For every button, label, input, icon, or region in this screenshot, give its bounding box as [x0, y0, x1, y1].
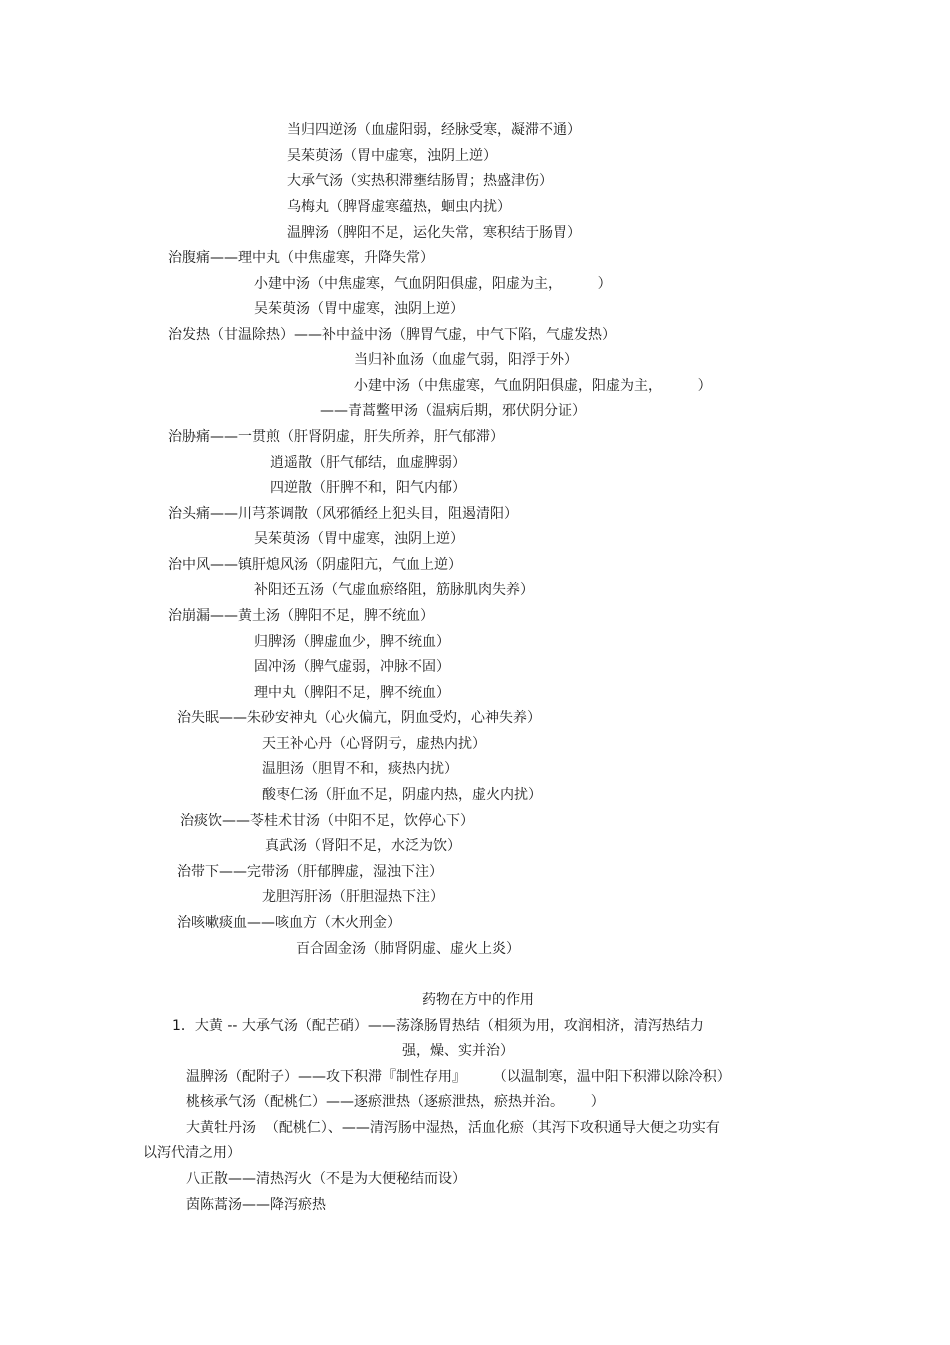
category-line: 治胁痛——一贯煎（肝肾阴虚，肝失所养，肝气郁滞） — [168, 429, 504, 445]
category-line: 治中风——镇肝熄风汤（阴虚阳亢，气血上逆） — [168, 557, 462, 573]
remedy-line: 百合固金汤（肺肾阴虚、虚火上炎） — [296, 941, 520, 957]
category-line: 治带下——完带汤（肝郁脾虚，湿浊下注） — [177, 864, 443, 880]
remedy-line: 乌梅丸（脾肾虚寒蕴热，蛔虫内扰） — [287, 199, 511, 215]
remedy-line: 理中丸（脾阳不足，脾不统血） — [254, 685, 450, 701]
category-line: 治崩漏——黄土汤（脾阳不足，脾不统血） — [168, 608, 434, 624]
drug-line: 桃核承气汤（配桃仁）——逐瘀泄热（逐瘀泄热，瘀热并治。 ） — [186, 1094, 605, 1110]
remedy-line: 当归补血汤（血虚气弱，阳浮于外） — [354, 352, 578, 368]
drug-line-continuation: 强，燥、实并治） — [402, 1043, 514, 1059]
remedy-line: 补阳还五汤（气虚血瘀络阻，筋脉肌肉失养） — [254, 582, 534, 598]
remedy-line: 吴茱萸汤（胃中虚寒，浊阴上逆） — [254, 301, 464, 317]
remedy-line: ——青蒿鳖甲汤（温病后期，邪伏阴分证） — [320, 403, 586, 419]
drug-line: 温脾汤（配附子）——攻下积滞『制性存用』 （以温制寒，温中阳下积滞以除冷积） — [186, 1069, 731, 1085]
remedy-line: 小建中汤（中焦虚寒，气血阴阳俱虚，阳虚为主， ） — [254, 276, 612, 292]
remedy-line: 吴茱萸汤（胃中虚寒，浊阴上逆） — [287, 148, 497, 164]
remedy-line: 固冲汤（脾气虚弱，冲脉不固） — [254, 659, 450, 675]
remedy-line: 酸枣仁汤（肝血不足，阴虚内热，虚火内扰） — [262, 787, 542, 803]
remedy-line: 当归四逆汤（血虚阳弱，经脉受寒，凝滞不通） — [287, 122, 581, 138]
drug-line: 1．大黄 -- 大承气汤（配芒硝）——荡涤肠胃热结（相须为用，攻润相济，清泻热结力 — [172, 1018, 704, 1034]
drug-line: 八正散——清热泻火（不是为大便秘结而设） — [186, 1171, 466, 1187]
category-line: 治头痛——川芎茶调散（风邪循经上犯头目，阻遏清阳） — [168, 506, 518, 522]
remedy-line: 小建中汤（中焦虚寒，气血阴阳俱虚，阳虚为主， ） — [354, 378, 712, 394]
remedy-line: 大承气汤（实热积滞壅结肠胃；热盛津伤） — [287, 173, 553, 189]
remedy-line: 真武汤（肾阳不足，水泛为饮） — [265, 838, 461, 854]
category-line: 治咳嗽痰血——咳血方（木火刑金） — [177, 915, 401, 931]
remedy-line: 龙胆泻肝汤（肝胆湿热下注） — [262, 889, 444, 905]
category-line: 治发热（甘温除热）——补中益中汤（脾胃气虚，中气下陷，气虚发热） — [168, 327, 616, 343]
drug-line-continuation: 以泻代清之用） — [143, 1145, 241, 1161]
remedy-line: 逍遥散（肝气郁结，血虚脾弱） — [270, 455, 466, 471]
remedy-line: 温胆汤（胆胃不和，痰热内扰） — [262, 761, 458, 777]
drug-line: 茵陈蒿汤——降泻瘀热 — [186, 1197, 326, 1213]
category-line: 治痰饮——苓桂术甘汤（中阳不足，饮停心下） — [180, 813, 474, 829]
remedy-line: 温脾汤（脾阳不足，运化失常，寒积结于肠胃） — [287, 225, 581, 241]
remedy-line: 吴茱萸汤（胃中虚寒，浊阴上逆） — [254, 531, 464, 547]
remedy-line: 归脾汤（脾虚血少，脾不统血） — [254, 634, 450, 650]
category-line: 治腹痛——理中丸（中焦虚寒，升降失常） — [168, 250, 434, 266]
category-line: 治失眠——朱砂安神丸（心火偏亢，阴血受灼，心神失养） — [177, 710, 541, 726]
section-title: 药物在方中的作用 — [422, 992, 534, 1008]
drug-line: 大黄牡丹汤 （配桃仁）、——清泻肠中湿热，活血化瘀（其泻下攻积通导大便之功实有 — [186, 1120, 720, 1136]
remedy-line: 天王补心丹（心肾阴亏，虚热内扰） — [262, 736, 486, 752]
remedy-line: 四逆散（肝脾不和，阳气内郁） — [270, 480, 466, 496]
